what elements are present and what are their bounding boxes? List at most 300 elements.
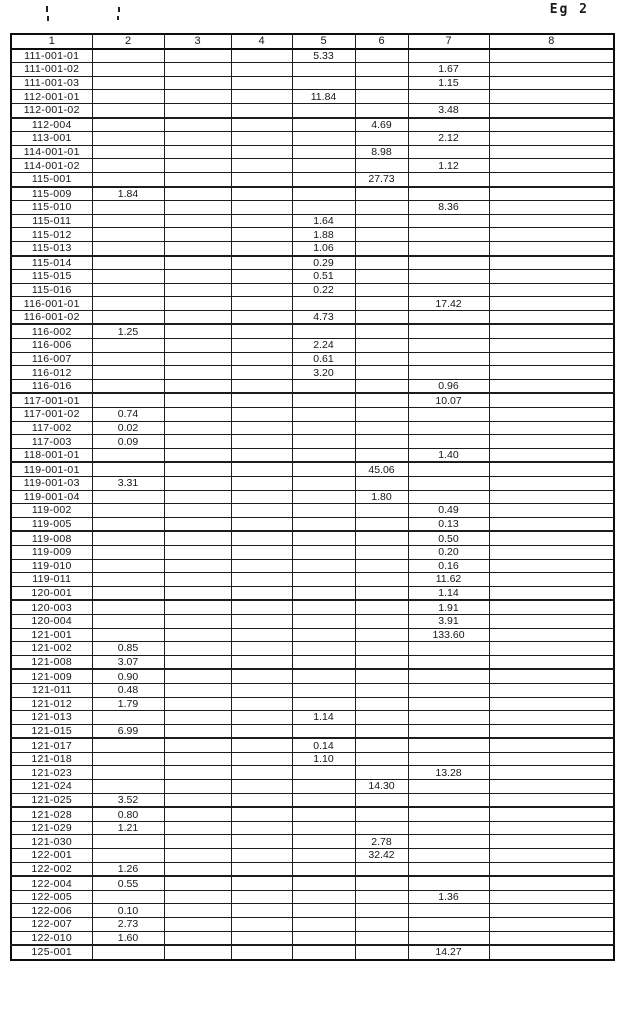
row-id-cell: 116-002	[11, 324, 92, 338]
table-row	[11, 63, 614, 77]
empty-cell	[231, 201, 292, 215]
page-corner-label: Eg 2	[549, 2, 589, 17]
row-id-cell: 122-002	[11, 862, 92, 876]
empty-cell	[489, 573, 614, 587]
empty-cell	[92, 945, 164, 960]
empty-cell	[489, 752, 614, 766]
table-row	[11, 172, 614, 186]
empty-cell	[231, 297, 292, 311]
empty-cell	[92, 890, 164, 904]
empty-cell	[231, 559, 292, 573]
row-id-cell: 122-004	[11, 876, 92, 890]
empty-cell	[92, 600, 164, 614]
value-cell: 8.36	[408, 201, 489, 215]
value-cell: 2.24	[292, 339, 355, 353]
value-cell: 3.91	[408, 614, 489, 628]
empty-cell	[292, 573, 355, 587]
empty-cell	[355, 531, 408, 545]
empty-cell	[164, 614, 231, 628]
empty-cell	[489, 669, 614, 683]
empty-cell	[355, 683, 408, 697]
value-cell: 1.91	[408, 600, 489, 614]
value-cell: 0.22	[292, 283, 355, 297]
value-cell: 1.14	[408, 586, 489, 600]
empty-cell	[489, 945, 614, 960]
empty-cell	[292, 118, 355, 132]
empty-cell	[92, 628, 164, 642]
empty-cell	[92, 490, 164, 504]
empty-cell	[292, 655, 355, 669]
empty-cell	[292, 628, 355, 642]
empty-cell	[408, 711, 489, 725]
empty-cell	[355, 339, 408, 353]
row-id-cell: 121-013	[11, 711, 92, 725]
empty-cell	[355, 421, 408, 435]
table-row	[11, 241, 614, 255]
empty-cell	[355, 159, 408, 173]
empty-cell	[489, 283, 614, 297]
empty-cell	[489, 545, 614, 559]
empty-cell	[92, 614, 164, 628]
value-cell: 32.42	[355, 849, 408, 863]
empty-cell	[489, 90, 614, 104]
table-row	[11, 559, 614, 573]
empty-cell	[231, 600, 292, 614]
empty-cell	[408, 90, 489, 104]
empty-cell	[92, 297, 164, 311]
empty-cell	[231, 103, 292, 117]
table-row	[11, 490, 614, 504]
empty-cell	[408, 462, 489, 476]
table-row	[11, 49, 614, 63]
empty-cell	[489, 408, 614, 422]
empty-cell	[408, 435, 489, 449]
empty-cell	[92, 766, 164, 780]
row-id-cell: 119-005	[11, 517, 92, 531]
empty-cell	[231, 697, 292, 711]
empty-cell	[355, 283, 408, 297]
value-cell: 0.50	[408, 531, 489, 545]
value-cell: 4.73	[292, 310, 355, 324]
value-cell: 2.78	[355, 835, 408, 849]
value-cell: 0.10	[92, 904, 164, 918]
value-cell: 0.09	[92, 435, 164, 449]
empty-cell	[92, 780, 164, 794]
empty-cell	[489, 352, 614, 366]
empty-cell	[231, 586, 292, 600]
table-row	[11, 628, 614, 642]
value-cell: 14.27	[408, 945, 489, 960]
empty-cell	[355, 642, 408, 656]
row-id-cell: 121-012	[11, 697, 92, 711]
empty-cell	[408, 876, 489, 890]
empty-cell	[92, 159, 164, 173]
empty-cell	[164, 531, 231, 545]
table-row	[11, 517, 614, 531]
empty-cell	[164, 241, 231, 255]
empty-cell	[489, 642, 614, 656]
empty-cell	[355, 669, 408, 683]
table-row	[11, 393, 614, 407]
value-cell: 3.20	[292, 366, 355, 380]
empty-cell	[408, 49, 489, 63]
value-cell: 0.61	[292, 352, 355, 366]
empty-cell	[408, 283, 489, 297]
empty-cell	[292, 201, 355, 215]
empty-cell	[92, 145, 164, 159]
empty-cell	[92, 270, 164, 284]
table-row	[11, 408, 614, 422]
table-row	[11, 201, 614, 215]
empty-cell	[164, 586, 231, 600]
empty-cell	[164, 711, 231, 725]
value-cell: 1.80	[355, 490, 408, 504]
table-row	[11, 918, 614, 932]
empty-cell	[489, 477, 614, 491]
table-row	[11, 531, 614, 545]
table-body	[11, 49, 614, 960]
row-id-cell: 119-002	[11, 504, 92, 518]
row-id-cell: 114-001-02	[11, 159, 92, 173]
empty-cell	[292, 448, 355, 462]
row-id-cell: 121-017	[11, 738, 92, 752]
value-cell: 1.25	[92, 324, 164, 338]
row-id-cell: 116-001-02	[11, 310, 92, 324]
empty-cell	[92, 228, 164, 242]
empty-cell	[408, 339, 489, 353]
column-header: 4	[231, 34, 292, 49]
table-row	[11, 669, 614, 683]
value-cell: 1.40	[408, 448, 489, 462]
empty-cell	[489, 835, 614, 849]
empty-cell	[292, 477, 355, 491]
value-cell: 3.31	[92, 477, 164, 491]
empty-cell	[164, 807, 231, 821]
table-row	[11, 683, 614, 697]
empty-cell	[164, 132, 231, 146]
empty-cell	[231, 324, 292, 338]
empty-cell	[355, 821, 408, 835]
empty-cell	[231, 780, 292, 794]
row-id-cell: 113-001	[11, 132, 92, 146]
row-id-cell: 119-010	[11, 559, 92, 573]
empty-cell	[292, 793, 355, 807]
empty-cell	[408, 904, 489, 918]
empty-cell	[489, 201, 614, 215]
empty-cell	[489, 697, 614, 711]
empty-cell	[231, 214, 292, 228]
row-id-cell: 119-011	[11, 573, 92, 587]
row-id-cell: 112-001-02	[11, 103, 92, 117]
empty-cell	[292, 145, 355, 159]
empty-cell	[292, 918, 355, 932]
table-row	[11, 283, 614, 297]
empty-cell	[292, 724, 355, 738]
empty-cell	[489, 766, 614, 780]
empty-cell	[231, 849, 292, 863]
table-row	[11, 421, 614, 435]
empty-cell	[292, 766, 355, 780]
empty-cell	[292, 297, 355, 311]
table-row	[11, 352, 614, 366]
empty-cell	[92, 352, 164, 366]
empty-cell	[164, 270, 231, 284]
empty-cell	[355, 904, 408, 918]
empty-cell	[164, 103, 231, 117]
row-id-cell: 115-009	[11, 187, 92, 201]
value-cell: 13.28	[408, 766, 489, 780]
empty-cell	[164, 462, 231, 476]
empty-cell	[92, 132, 164, 146]
empty-cell	[92, 448, 164, 462]
empty-cell	[408, 228, 489, 242]
empty-cell	[164, 310, 231, 324]
empty-cell	[355, 738, 408, 752]
empty-cell	[292, 780, 355, 794]
empty-cell	[489, 49, 614, 63]
row-id-cell: 120-001	[11, 586, 92, 600]
empty-cell	[164, 559, 231, 573]
empty-cell	[292, 669, 355, 683]
empty-cell	[355, 945, 408, 960]
empty-cell	[292, 393, 355, 407]
empty-cell	[408, 724, 489, 738]
empty-cell	[92, 90, 164, 104]
table-row	[11, 76, 614, 90]
empty-cell	[489, 904, 614, 918]
empty-cell	[231, 642, 292, 656]
empty-cell	[164, 669, 231, 683]
empty-cell	[355, 614, 408, 628]
empty-cell	[355, 655, 408, 669]
table-row	[11, 655, 614, 669]
row-id-cell: 116-007	[11, 352, 92, 366]
empty-cell	[489, 379, 614, 393]
empty-cell	[231, 945, 292, 960]
value-cell: 1.60	[92, 931, 164, 945]
empty-cell	[292, 379, 355, 393]
empty-cell	[489, 132, 614, 146]
row-id-cell: 122-010	[11, 931, 92, 945]
empty-cell	[355, 90, 408, 104]
empty-cell	[355, 393, 408, 407]
empty-cell	[489, 118, 614, 132]
empty-cell	[92, 379, 164, 393]
row-id-cell: 111-001-01	[11, 49, 92, 63]
empty-cell	[92, 76, 164, 90]
empty-cell	[164, 724, 231, 738]
empty-cell	[231, 752, 292, 766]
value-cell: 11.62	[408, 573, 489, 587]
empty-cell	[231, 614, 292, 628]
empty-cell	[164, 600, 231, 614]
empty-cell	[231, 393, 292, 407]
empty-cell	[292, 103, 355, 117]
empty-cell	[164, 683, 231, 697]
empty-cell	[231, 339, 292, 353]
empty-cell	[489, 103, 614, 117]
value-cell: 0.55	[92, 876, 164, 890]
empty-cell	[355, 752, 408, 766]
empty-cell	[231, 683, 292, 697]
table-row	[11, 835, 614, 849]
value-cell: 1.26	[92, 862, 164, 876]
empty-cell	[292, 835, 355, 849]
empty-cell	[231, 379, 292, 393]
row-id-cell: 117-002	[11, 421, 92, 435]
empty-cell	[355, 793, 408, 807]
row-id-cell: 121-030	[11, 835, 92, 849]
column-header: 7	[408, 34, 489, 49]
empty-cell	[355, 270, 408, 284]
empty-cell	[292, 931, 355, 945]
empty-cell	[489, 738, 614, 752]
empty-cell	[355, 600, 408, 614]
empty-cell	[164, 793, 231, 807]
empty-cell	[292, 849, 355, 863]
empty-cell	[408, 931, 489, 945]
empty-cell	[231, 477, 292, 491]
row-id-cell: 122-006	[11, 904, 92, 918]
empty-cell	[489, 490, 614, 504]
value-cell: 2.73	[92, 918, 164, 932]
empty-cell	[408, 172, 489, 186]
empty-cell	[231, 835, 292, 849]
empty-cell	[489, 214, 614, 228]
value-cell: 1.14	[292, 711, 355, 725]
empty-cell	[489, 849, 614, 863]
scan-artifact	[117, 16, 119, 20]
empty-cell	[408, 145, 489, 159]
empty-cell	[292, 904, 355, 918]
empty-cell	[489, 435, 614, 449]
empty-cell	[355, 132, 408, 146]
empty-cell	[408, 669, 489, 683]
row-id-cell: 116-016	[11, 379, 92, 393]
empty-cell	[292, 531, 355, 545]
empty-cell	[489, 780, 614, 794]
empty-cell	[489, 655, 614, 669]
empty-cell	[164, 821, 231, 835]
empty-cell	[164, 573, 231, 587]
empty-cell	[292, 490, 355, 504]
empty-cell	[408, 256, 489, 270]
row-id-cell: 121-009	[11, 669, 92, 683]
table-row	[11, 766, 614, 780]
empty-cell	[231, 172, 292, 186]
empty-cell	[292, 600, 355, 614]
empty-cell	[355, 366, 408, 380]
empty-cell	[231, 862, 292, 876]
empty-cell	[355, 545, 408, 559]
empty-cell	[489, 241, 614, 255]
empty-cell	[292, 76, 355, 90]
empty-cell	[355, 918, 408, 932]
empty-cell	[164, 904, 231, 918]
table-row	[11, 448, 614, 462]
empty-cell	[231, 448, 292, 462]
empty-cell	[408, 780, 489, 794]
row-id-cell: 121-024	[11, 780, 92, 794]
value-cell: 1.88	[292, 228, 355, 242]
value-cell: 10.07	[408, 393, 489, 407]
empty-cell	[489, 531, 614, 545]
empty-cell	[355, 256, 408, 270]
empty-cell	[164, 421, 231, 435]
empty-cell	[231, 118, 292, 132]
empty-cell	[92, 738, 164, 752]
empty-cell	[489, 366, 614, 380]
empty-cell	[292, 545, 355, 559]
empty-cell	[292, 462, 355, 476]
empty-cell	[92, 573, 164, 587]
empty-cell	[231, 931, 292, 945]
table-row	[11, 780, 614, 794]
empty-cell	[92, 559, 164, 573]
table-row	[11, 614, 614, 628]
empty-cell	[164, 214, 231, 228]
empty-cell	[164, 738, 231, 752]
row-id-cell: 119-001-03	[11, 477, 92, 491]
empty-cell	[355, 559, 408, 573]
row-id-cell: 119-009	[11, 545, 92, 559]
value-cell: 0.80	[92, 807, 164, 821]
empty-cell	[92, 752, 164, 766]
empty-cell	[231, 462, 292, 476]
empty-cell	[92, 214, 164, 228]
value-cell: 17.42	[408, 297, 489, 311]
row-id-cell: 121-029	[11, 821, 92, 835]
empty-cell	[489, 339, 614, 353]
empty-cell	[92, 586, 164, 600]
empty-cell	[355, 628, 408, 642]
empty-cell	[408, 270, 489, 284]
empty-cell	[408, 366, 489, 380]
empty-cell	[231, 63, 292, 77]
empty-cell	[408, 408, 489, 422]
empty-cell	[231, 573, 292, 587]
empty-cell	[164, 49, 231, 63]
empty-cell	[292, 559, 355, 573]
row-id-cell: 115-013	[11, 241, 92, 255]
empty-cell	[489, 421, 614, 435]
empty-cell	[231, 187, 292, 201]
row-id-cell: 125-001	[11, 945, 92, 960]
row-id-cell: 121-023	[11, 766, 92, 780]
scan-artifact	[118, 7, 120, 12]
empty-cell	[489, 517, 614, 531]
empty-cell	[408, 862, 489, 876]
empty-cell	[408, 697, 489, 711]
empty-cell	[164, 766, 231, 780]
empty-cell	[355, 931, 408, 945]
empty-cell	[92, 103, 164, 117]
empty-cell	[408, 821, 489, 835]
value-cell: 0.20	[408, 545, 489, 559]
empty-cell	[231, 90, 292, 104]
value-cell: 0.74	[92, 408, 164, 422]
value-cell: 0.16	[408, 559, 489, 573]
empty-cell	[164, 752, 231, 766]
empty-cell	[408, 793, 489, 807]
empty-cell	[231, 159, 292, 173]
table-row	[11, 642, 614, 656]
empty-cell	[92, 711, 164, 725]
value-cell: 0.49	[408, 504, 489, 518]
empty-cell	[164, 366, 231, 380]
empty-cell	[355, 890, 408, 904]
empty-cell	[489, 324, 614, 338]
